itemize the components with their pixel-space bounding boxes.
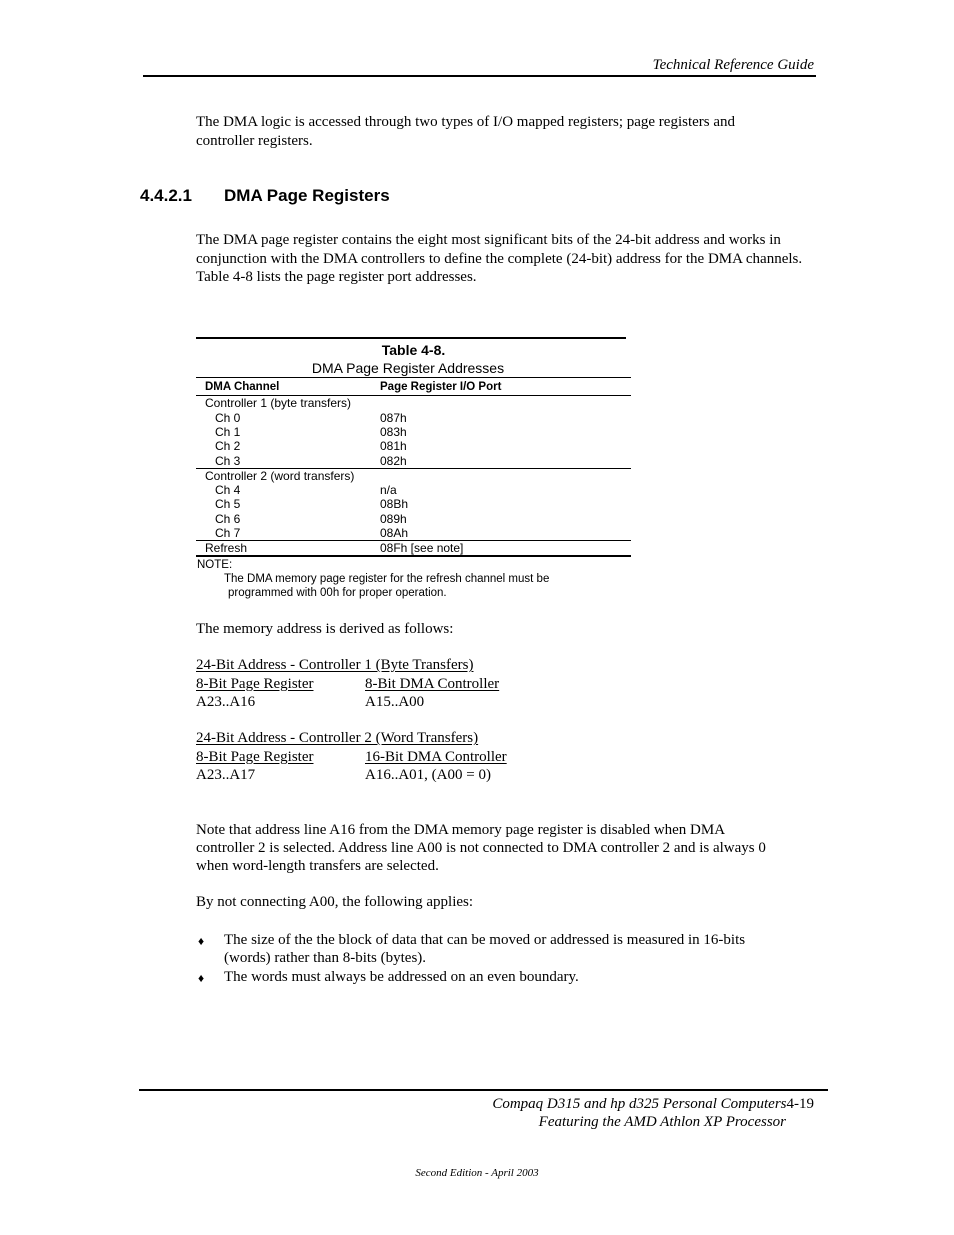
column-header-channel: DMA Channel	[205, 381, 280, 393]
bullet-item-line: The words must always be addressed on an even boundary.	[224, 969, 579, 985]
table-cell: Ch 4	[215, 483, 241, 497]
bullet-item-line: The size of the the block of data that can be moved or addressed is measured in 16-bits	[224, 932, 746, 948]
table-caption-rule	[196, 377, 631, 378]
address1-col2-val: A15..A00	[365, 694, 425, 710]
table-cell: Ch 5	[215, 497, 241, 511]
table-cell: 082h	[380, 454, 407, 468]
table-cell: 081h	[380, 439, 407, 453]
body-paragraph: The DMA page register contains the eight most significant bits of the 24-bit address and works in conjunction with the DMA controllers to define the complete (24-bit) address for the DMA channels. Table 4-8 lists the page register port addresses.	[196, 232, 803, 285]
table-note-line: programmed with 00h for proper operation.	[228, 587, 447, 599]
table-cell: Refresh	[205, 541, 248, 555]
footer-line1	[492, 1095, 814, 1114]
table-bottom-rule	[196, 555, 631, 557]
table-cell: 089h	[380, 512, 407, 526]
table-cell: Ch 1	[215, 425, 241, 439]
table-cell: Ch 3	[215, 454, 241, 468]
table-caption: DMA Page Register Addresses	[311, 360, 505, 376]
column-header-port: Page Register I/O Port	[380, 381, 502, 393]
table-cell: 08Fh [see note]	[380, 541, 464, 555]
header-rule	[143, 75, 816, 77]
table-note-line: The DMA memory page register for the refresh channel must be	[224, 573, 550, 585]
table-top-rule	[196, 337, 626, 339]
diamond-bullet-icon: ♦	[198, 934, 205, 948]
body-paragraph-line: when word-length transfers are selected.	[196, 858, 439, 874]
footer-page-number: 4-19	[786, 1096, 814, 1112]
footer-product: Compaq D315 and hp d325 Personal Computers	[492, 1096, 787, 1112]
derived-intro: The memory address is derived as follows:	[196, 621, 454, 637]
diamond-bullet-icon: ♦	[198, 971, 205, 985]
table-cell: n/a	[380, 483, 397, 497]
address2-col1-head: 8-Bit Page Register	[196, 749, 314, 765]
address2-col2-head: 16-Bit DMA Controller	[365, 749, 507, 765]
table-cell: 083h	[380, 425, 407, 439]
table-cell: Ch 6	[215, 512, 241, 526]
body-paragraph: By not connecting A00, the following applies:	[196, 894, 474, 910]
footer-rule	[139, 1089, 828, 1091]
address2-col1-val: A23..A17	[196, 767, 256, 783]
section-heading	[140, 186, 390, 206]
address2-col2-val: A16..A01, (A00 = 0)	[365, 767, 491, 783]
table-note-label: NOTE:	[197, 559, 233, 571]
address1-col1-head: 8-Bit Page Register	[196, 676, 314, 692]
footer-line2: Featuring the AMD Athlon XP Processor	[538, 1114, 786, 1130]
table-number: Table 4-8.	[381, 342, 446, 358]
table-cell: Ch 2	[215, 439, 241, 453]
address1-col1-val: A23..A16	[196, 694, 256, 710]
table-cell: 08Bh	[380, 497, 409, 511]
running-header: Technical Reference Guide	[652, 57, 814, 73]
section-number: 4.4.2.1	[140, 186, 192, 205]
table-cell: Ch 7	[215, 526, 241, 540]
body-paragraph-line: Note that address line A16 from the DMA memory page register is disabled when DMA	[196, 822, 726, 838]
group-label: Controller 1 (byte transfers)	[205, 396, 352, 410]
table-cell: Ch 0	[215, 411, 241, 425]
footer-edition: Second Edition - April 2003	[415, 1167, 539, 1179]
table-cell: 087h	[380, 411, 407, 425]
bullet-item-line: (words) rather than 8-bits (bytes).	[224, 950, 427, 966]
address1-col2-head: 8-Bit DMA Controller	[365, 676, 500, 692]
table-cell: 08Ah	[380, 526, 409, 540]
intro-paragraph: The DMA logic is accessed through two types of I/O mapped registers; page registers and controller registers.	[196, 114, 736, 149]
group-label: Controller 2 (word transfers)	[205, 469, 355, 483]
section-title: DMA Page Registers	[224, 186, 390, 205]
address2-title: 24-Bit Address - Controller 2 (Word Transfers)	[196, 730, 479, 746]
address1-title: 24-Bit Address - Controller 1 (Byte Transfers)	[196, 657, 474, 673]
body-paragraph-line: controller 2 is selected. Address line A00 is not connected to DMA controller 2 and is always 0	[196, 840, 766, 856]
